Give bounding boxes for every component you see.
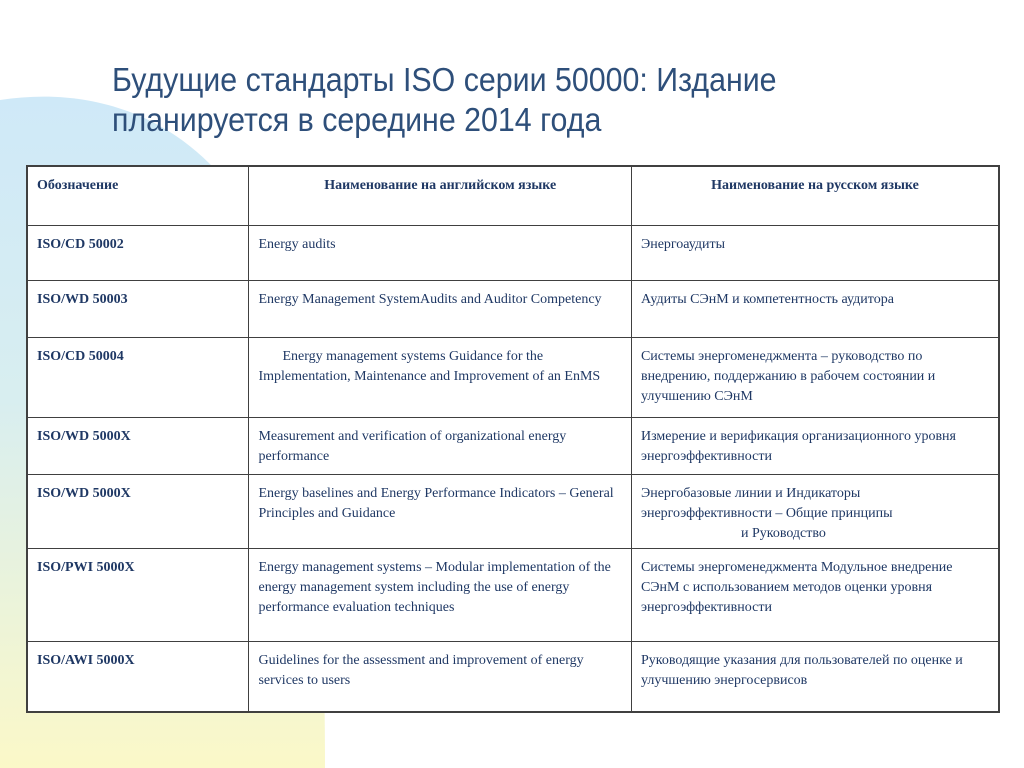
table-header-row (28, 167, 998, 225)
table-row (28, 417, 998, 474)
row-code: ISO/WD 5000X (28, 417, 249, 474)
row-code: ISO/AWI 5000X (28, 641, 249, 711)
row-english: Energy audits (249, 225, 631, 280)
row-code: ISO/CD 50004 (28, 337, 249, 417)
page-title (112, 60, 922, 140)
row-english: Measurement and verification of organizational energy performance (249, 417, 631, 474)
row-english: Energy baselines and Energy Performance Indicators – General Principles and Guidance (249, 474, 631, 548)
row-english: Guidelines for the assessment and improvement of energy services to users (249, 641, 631, 711)
row-russian: Аудиты СЭнМ и компетентность аудитора (631, 280, 998, 337)
row-russian-main: Энергобазовые линии и Индикаторы энергоэффективности – Общие принципы (640, 485, 893, 521)
row-russian: Системы энергоменеджмента Модульное внедрение СЭнМ с использованием методов оценки уровня энергоэффективности (631, 548, 998, 641)
table-row (28, 225, 998, 280)
row-russian (631, 474, 998, 548)
header-code: Обозначение (28, 167, 249, 225)
row-english: Energy Management SystemAudits and Auditor Competency (249, 280, 631, 337)
table-row (28, 641, 998, 711)
row-english: Energy management systems – Modular implementation of the energy management system including the use of energy performance evaluation techniques (249, 548, 631, 641)
header-russian: Наименование на русском языке (631, 167, 998, 225)
row-code: ISO/WD 5000X (28, 474, 249, 548)
row-russian: Руководящие указания для пользователей по оценке и улучшению энергосервисов (631, 641, 998, 711)
row-russian: Энергоаудиты (631, 225, 998, 280)
table-row (28, 548, 998, 641)
row-code: ISO/PWI 5000X (28, 548, 249, 641)
title-line-2: планируется в середине 2014 года (112, 101, 602, 138)
title-line-1: Будущие стандарты ISO серии 50000: Издание (112, 61, 777, 98)
standards-table (28, 167, 998, 711)
header-english: Наименование на английском языке (249, 167, 631, 225)
table-row (28, 337, 998, 417)
table-row (28, 280, 998, 337)
row-russian: Измерение и верификация организационного уровня энергоэффективности (631, 417, 998, 474)
row-english: Energy management systems Guidance for the Implementation, Maintenance and Improvement of an EnMS (249, 337, 631, 417)
row-russian-extra: и Руководство (740, 525, 826, 541)
row-code: ISO/WD 50003 (28, 280, 249, 337)
standards-table-container (26, 165, 1000, 713)
row-code: ISO/CD 50002 (28, 225, 249, 280)
table-row (28, 474, 998, 548)
row-russian: Системы энергоменеджмента – руководство по внедрению, поддержанию в рабочем состоянии и улучшению СЭнМ (631, 337, 998, 417)
